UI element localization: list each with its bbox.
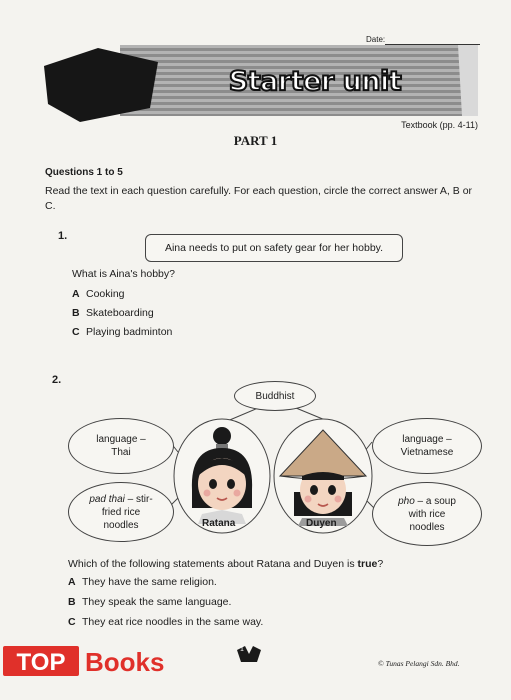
question-2-option-b[interactable]: B They speak the same language. <box>68 596 232 608</box>
duyen-name-label: Duyen <box>306 518 337 529</box>
question-1-option-a[interactable]: A Cooking <box>72 288 125 300</box>
part-title: PART 1 <box>233 133 278 148</box>
date-label: Date: <box>366 35 386 44</box>
question-2-option-a[interactable]: A They have the same religion. <box>68 576 217 588</box>
bubble-duyen-language: language – Vietnamese <box>372 418 482 474</box>
questions-heading: Questions 1 to 5 <box>45 167 123 178</box>
question-1-passage: Aina needs to put on safety gear for her hobby. <box>145 234 403 262</box>
page-number: 1 <box>240 646 244 653</box>
topbooks-logo <box>3 644 213 678</box>
svg-text:Books: Books <box>85 647 165 677</box>
question-1-option-c[interactable]: C Playing badminton <box>72 326 173 338</box>
unit-banner <box>0 0 511 130</box>
question-2-text: Which of the following statements about Ratana and Duyen is true? <box>68 558 384 570</box>
page-number-ornament <box>233 646 265 666</box>
bubble-duyen-food: pho – a soup with rice noodles <box>372 482 482 546</box>
question-1-option-b[interactable]: B Skateboarding <box>72 307 154 319</box>
bubble-religion: Buddhist <box>234 381 316 411</box>
instructions: Read the text in each question carefully. For each question, circle the correct answer A, B or C. <box>45 185 473 212</box>
copyright: © Tunas Pelangi Sdn. Bhd. <box>378 659 460 668</box>
unit-title: Starter unit <box>228 66 402 97</box>
bubble-ratana-food: pad thai – stir-fried rice noodles <box>68 482 174 542</box>
bubble-ratana-language: language – Thai <box>68 418 174 474</box>
ratana-name-label: Ratana <box>202 518 236 529</box>
svg-text:TOP: TOP <box>16 649 66 676</box>
question-1-text: What is Aina's hobby? <box>72 268 175 280</box>
question-1-number: 1. <box>58 230 68 242</box>
question-2-option-c[interactable]: C They eat rice noodles in the same way. <box>68 616 264 628</box>
question-2-number: 2. <box>52 374 62 386</box>
textbook-reference: Textbook (pp. 4-11) <box>401 120 478 130</box>
